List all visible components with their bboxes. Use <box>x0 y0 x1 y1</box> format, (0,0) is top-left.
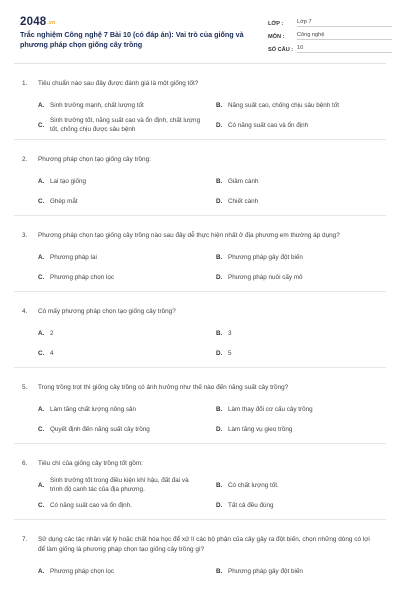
question-1 <box>14 64 386 140</box>
option-text: Làm tăng vụ gieo trồng <box>228 425 293 433</box>
answer-option-a[interactable] <box>38 247 208 267</box>
option-text: 4 <box>50 349 54 357</box>
option-letter: D. <box>216 273 223 281</box>
document-title: Trắc nghiệm Công nghệ 7 Bài 10 (có đáp án): Vai trò của giống và phương pháp chọn giống cây trồng <box>20 30 244 49</box>
meta-label: MÔN : <box>268 34 285 40</box>
option-letter: A. <box>38 177 45 185</box>
question-number: 6. <box>22 460 28 467</box>
option-letter: C. <box>38 425 45 433</box>
answer-options <box>22 475 378 515</box>
option-letter: A. <box>38 101 45 109</box>
answer-options <box>22 247 378 287</box>
question-7 <box>14 520 386 585</box>
question-2 <box>14 140 386 216</box>
question-number: 1. <box>22 80 28 87</box>
answer-option-b[interactable] <box>208 171 378 191</box>
document-meta <box>268 14 392 53</box>
option-letter: B. <box>216 253 223 261</box>
question-number: 5. <box>22 384 28 391</box>
option-letter: A. <box>38 481 45 489</box>
option-letter: C. <box>38 273 45 281</box>
question-text: Tiêu chí của giống cây trồng tốt gồm: <box>38 460 143 467</box>
option-text: 2 <box>50 329 54 337</box>
question-number: 7. <box>22 536 28 543</box>
option-letter: D. <box>216 349 223 357</box>
meta-value: Công nghệ <box>297 32 392 40</box>
option-letter: B. <box>216 329 223 337</box>
answer-option-a[interactable] <box>38 475 208 495</box>
site-logo[interactable] <box>20 16 55 28</box>
question-number: 2. <box>22 156 28 163</box>
answer-option-d[interactable] <box>208 191 378 211</box>
question-number: 4. <box>22 308 28 315</box>
option-letter: D. <box>216 501 223 509</box>
question-number: 3. <box>22 232 28 239</box>
option-text: Làm tăng chất lượng nông sản <box>50 405 137 413</box>
document-header <box>14 0 386 64</box>
option-text: Năng suất cao, chống chịu sâu bệnh tốt <box>228 101 339 109</box>
option-text: Tất cả đều đúng <box>228 501 274 509</box>
answer-option-c[interactable] <box>38 343 208 363</box>
option-letter: D. <box>216 425 223 433</box>
answer-options <box>22 399 378 439</box>
option-text: Phương pháp gây đột biến <box>228 567 303 575</box>
question-text: Trong trồng trọt thì giống cây trồng có ảnh hưởng như thế nào đến năng suất cây trồng? <box>38 384 289 391</box>
question-3 <box>14 216 386 292</box>
answer-option-b[interactable] <box>208 475 378 495</box>
answer-options <box>22 95 378 135</box>
option-letter: C. <box>38 121 45 129</box>
meta-label: SỐ CÂU : <box>268 47 294 53</box>
answer-option-c[interactable] <box>38 115 208 135</box>
option-text: Làm thay đổi cơ cấu cây trồng <box>228 405 313 413</box>
option-text: Sinh trưởng tốt, năng suất cao và ổn định, chất lượng tốt, chống chịu được sâu bệnh <box>50 117 201 133</box>
answer-options <box>22 561 378 581</box>
option-letter: B. <box>216 567 223 575</box>
question-4 <box>14 292 386 368</box>
question-text: Sử dụng các tác nhân vật lý hoặc chất hóa học để xử lí các bộ phận của cây gây ra đột biến, chọn những dòng có lợi để làm giống là phương pháp chọn tạo giống cây trồng gì? <box>38 536 370 553</box>
meta-row-subject <box>268 27 392 40</box>
answer-option-c[interactable] <box>38 495 208 515</box>
answer-option-a[interactable] <box>38 95 208 115</box>
option-letter: C. <box>38 349 45 357</box>
answer-option-c[interactable] <box>38 419 208 439</box>
answer-option-b[interactable] <box>208 247 378 267</box>
option-letter: B. <box>216 405 223 413</box>
option-text: 3 <box>228 329 232 337</box>
logo-sub: .vn <box>47 20 56 26</box>
option-letter: A. <box>38 567 45 575</box>
option-letter: A. <box>38 405 45 413</box>
answer-option-b[interactable] <box>208 561 378 581</box>
answer-option-a[interactable] <box>38 171 208 191</box>
option-text: Ghép mắt <box>50 197 78 205</box>
option-letter: B. <box>216 177 223 185</box>
answer-option-a[interactable] <box>38 561 208 581</box>
option-letter: B. <box>216 481 223 489</box>
question-text: Phương pháp chọn tạo giống cây trồng: <box>38 156 151 163</box>
option-text: 5 <box>228 349 232 357</box>
answer-option-d[interactable] <box>208 343 378 363</box>
option-text: Phương pháp chọn lọc <box>50 567 115 575</box>
answer-option-c[interactable] <box>38 191 208 211</box>
option-letter: A. <box>38 329 45 337</box>
question-text: Phương pháp chọn tạo giống cây trồng nào sau đây dễ thực hiện nhất ở địa phương em thường áp dụng? <box>38 232 340 239</box>
answer-option-a[interactable] <box>38 399 208 419</box>
option-text: Phương pháp gây đột biến <box>228 253 303 261</box>
option-letter: D. <box>216 197 223 205</box>
meta-value: Lớp 7 <box>297 19 392 27</box>
option-text: Có chất lượng tốt. <box>228 481 279 489</box>
meta-row-class <box>268 14 392 27</box>
answer-option-a[interactable] <box>38 323 208 343</box>
logo-main: 2048 <box>20 16 47 28</box>
option-text: Có năng suất cao và ổn định. <box>50 501 132 509</box>
question-6 <box>14 444 386 520</box>
answer-options <box>22 323 378 363</box>
option-letter: B. <box>216 101 223 109</box>
option-text: Phương pháp lai <box>50 253 97 261</box>
answer-option-d[interactable] <box>208 115 378 135</box>
option-text: Phương pháp nuôi cấy mô <box>228 273 303 281</box>
answer-option-b[interactable] <box>208 323 378 343</box>
option-text: Giâm cành <box>228 177 259 185</box>
answer-option-b[interactable] <box>208 95 378 115</box>
answer-option-b[interactable] <box>208 399 378 419</box>
option-letter: A. <box>38 253 45 261</box>
option-text: Quyết định đến năng suất cây trồng <box>50 425 150 433</box>
option-text: Sinh trưởng tốt trong điều kiện khí hậu, đất đai và trình độ canh tác của địa phương. <box>50 477 189 493</box>
option-text: Sinh trưởng mạnh, chất lượng tốt <box>50 101 144 109</box>
question-text: Tiêu chuẩn nào sau đây được đánh giá là một giống tốt? <box>38 80 199 87</box>
meta-row-count <box>268 40 392 53</box>
option-text: Lai tạo giống <box>50 177 87 185</box>
option-text: Có năng suất cao và ổn định <box>228 121 309 129</box>
meta-label: LỚP : <box>268 21 284 27</box>
question-text: Có mấy phương pháp chọn tạo giống cây trồng? <box>38 308 176 315</box>
option-letter: C. <box>38 501 45 509</box>
option-text: Chiết cành <box>228 197 259 205</box>
answer-option-d[interactable] <box>208 495 378 515</box>
option-letter: D. <box>216 121 223 129</box>
question-5 <box>14 368 386 444</box>
answer-option-d[interactable] <box>208 267 378 287</box>
option-text: Phương pháp chọn lọc <box>50 273 115 281</box>
option-letter: C. <box>38 197 45 205</box>
answer-option-c[interactable] <box>38 267 208 287</box>
answer-options <box>22 171 378 211</box>
answer-option-d[interactable] <box>208 419 378 439</box>
meta-value: 10 <box>297 45 392 53</box>
